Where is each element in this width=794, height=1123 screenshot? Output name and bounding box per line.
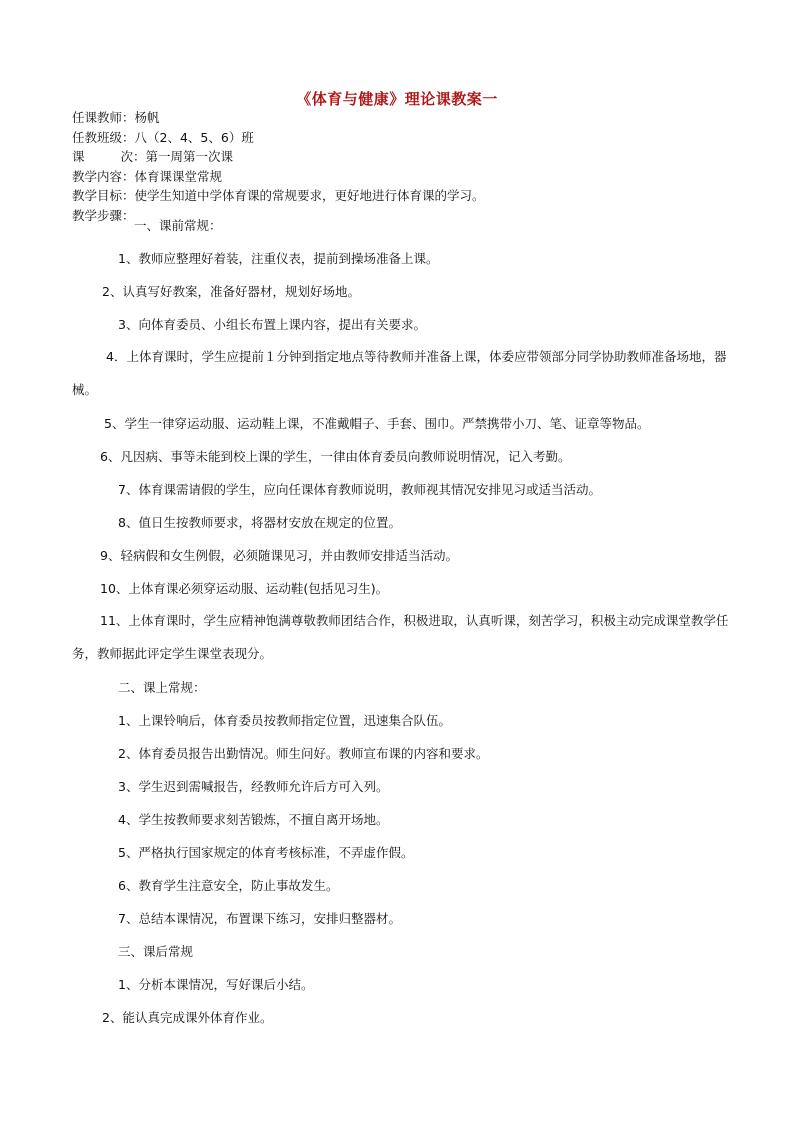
meta-label <box>72 147 146 167</box>
list-item: 7、总结本课情况，布置课下练习，安排归整器材。 <box>118 911 401 926</box>
document-title: 《体育与健康》理论课教案一 <box>296 90 498 108</box>
meta-label: 任教班级： <box>72 129 135 145</box>
list-item: 1、教师应整理好着装，注重仪表，提前到操场准备上课。 <box>118 251 439 266</box>
meta-teacher <box>72 108 732 128</box>
list-item: 2、体育委员报告出勤情况。师生问好。教师宣布课的内容和要求。 <box>118 746 489 761</box>
list-item: 5、严格执行国家规定的体育考核标准，不弄虚作假。 <box>118 845 414 860</box>
meta-value: 使学生知道中学体育课的常规要求，更好地进行体育课的学习。 <box>134 188 485 203</box>
meta-session <box>72 147 732 167</box>
list-item: 9、轻病假和女生例假，必须随课见习，并由教师安排适当活动。 <box>100 548 458 563</box>
section-heading: 二、课上常规： <box>118 680 206 695</box>
list-item: 10、上体育课必须穿运动服、运动鞋(包括见习生)。 <box>100 581 389 596</box>
meta-label-part: 课 <box>72 149 85 164</box>
list-item: 3、学生迟到需喊报告，经教师允许后方可入列。 <box>118 779 389 794</box>
list-item: 2、认真写好教案，准备好器材，规划好场地。 <box>102 284 360 299</box>
section-heading: 一、课前常规： <box>134 218 222 233</box>
meta-objective <box>72 186 732 206</box>
list-item: 5、学生一律穿运动服、运动鞋上课，不准戴帽子、手套、围巾。严禁携带小刀、笔、证章等物品。 <box>104 416 650 431</box>
meta-label: 教学内容： <box>72 168 135 184</box>
list-item: 2、能认真完成课外体育作业。 <box>102 1010 273 1025</box>
meta-value: 体育课课堂常规 <box>134 168 223 184</box>
list-item: 6、教育学生注意安全，防止事故发生。 <box>118 878 339 893</box>
list-item: 11、上体育课时，学生应精神饱满尊敬教师团结合作，积极进取，认真听课，刻苦学习，积极主动完成课堂教学任务，教师据此评定学生课堂表现分。 <box>72 613 729 661</box>
list-item: 4．上体育课时，学生应提前１分钟到指定地点等待教师并准备上课，体委应带领部分同学协助教师准备场地，器械。 <box>72 349 727 397</box>
list-item: 1、上课铃响后，体育委员按教师指定位置，迅速集合队伍。 <box>118 713 451 728</box>
meta-value: 杨帆 <box>134 110 160 125</box>
list-item: 6、凡因病、事等未能到校上课的学生，一律由体育委员向教师说明情况，记入考勤。 <box>100 449 571 464</box>
meta-class <box>72 128 732 148</box>
list-item: 7、体育课需请假的学生，应向任课体育教师说明，教师视其情况安排见习或适当活动。 <box>118 482 601 497</box>
list-item: 3、向体育委员、小组长布置上课内容，提出有关要求。 <box>118 317 426 332</box>
list-item: 4、学生按教师要求刻苦锻炼，不擅自离开场地。 <box>118 812 389 827</box>
section-heading: 三、课后常规 <box>118 944 194 959</box>
meta-label: 教学目标： <box>72 188 135 203</box>
meta-value: 第一周第一次课 <box>145 149 234 164</box>
list-item: 1、分析本课情况，写好课后小结。 <box>118 977 314 992</box>
list-item: 8、值日生按教师要求，将器材安放在规定的位置。 <box>118 515 401 530</box>
meta-label: 任课教师： <box>72 110 135 125</box>
meta-label: 教学步骤： <box>72 207 135 223</box>
meta-content <box>72 167 732 187</box>
lesson-meta <box>72 108 732 225</box>
meta-value: 八（2、4、5、6）班 <box>134 129 254 145</box>
meta-label-part: 次： <box>120 149 146 164</box>
